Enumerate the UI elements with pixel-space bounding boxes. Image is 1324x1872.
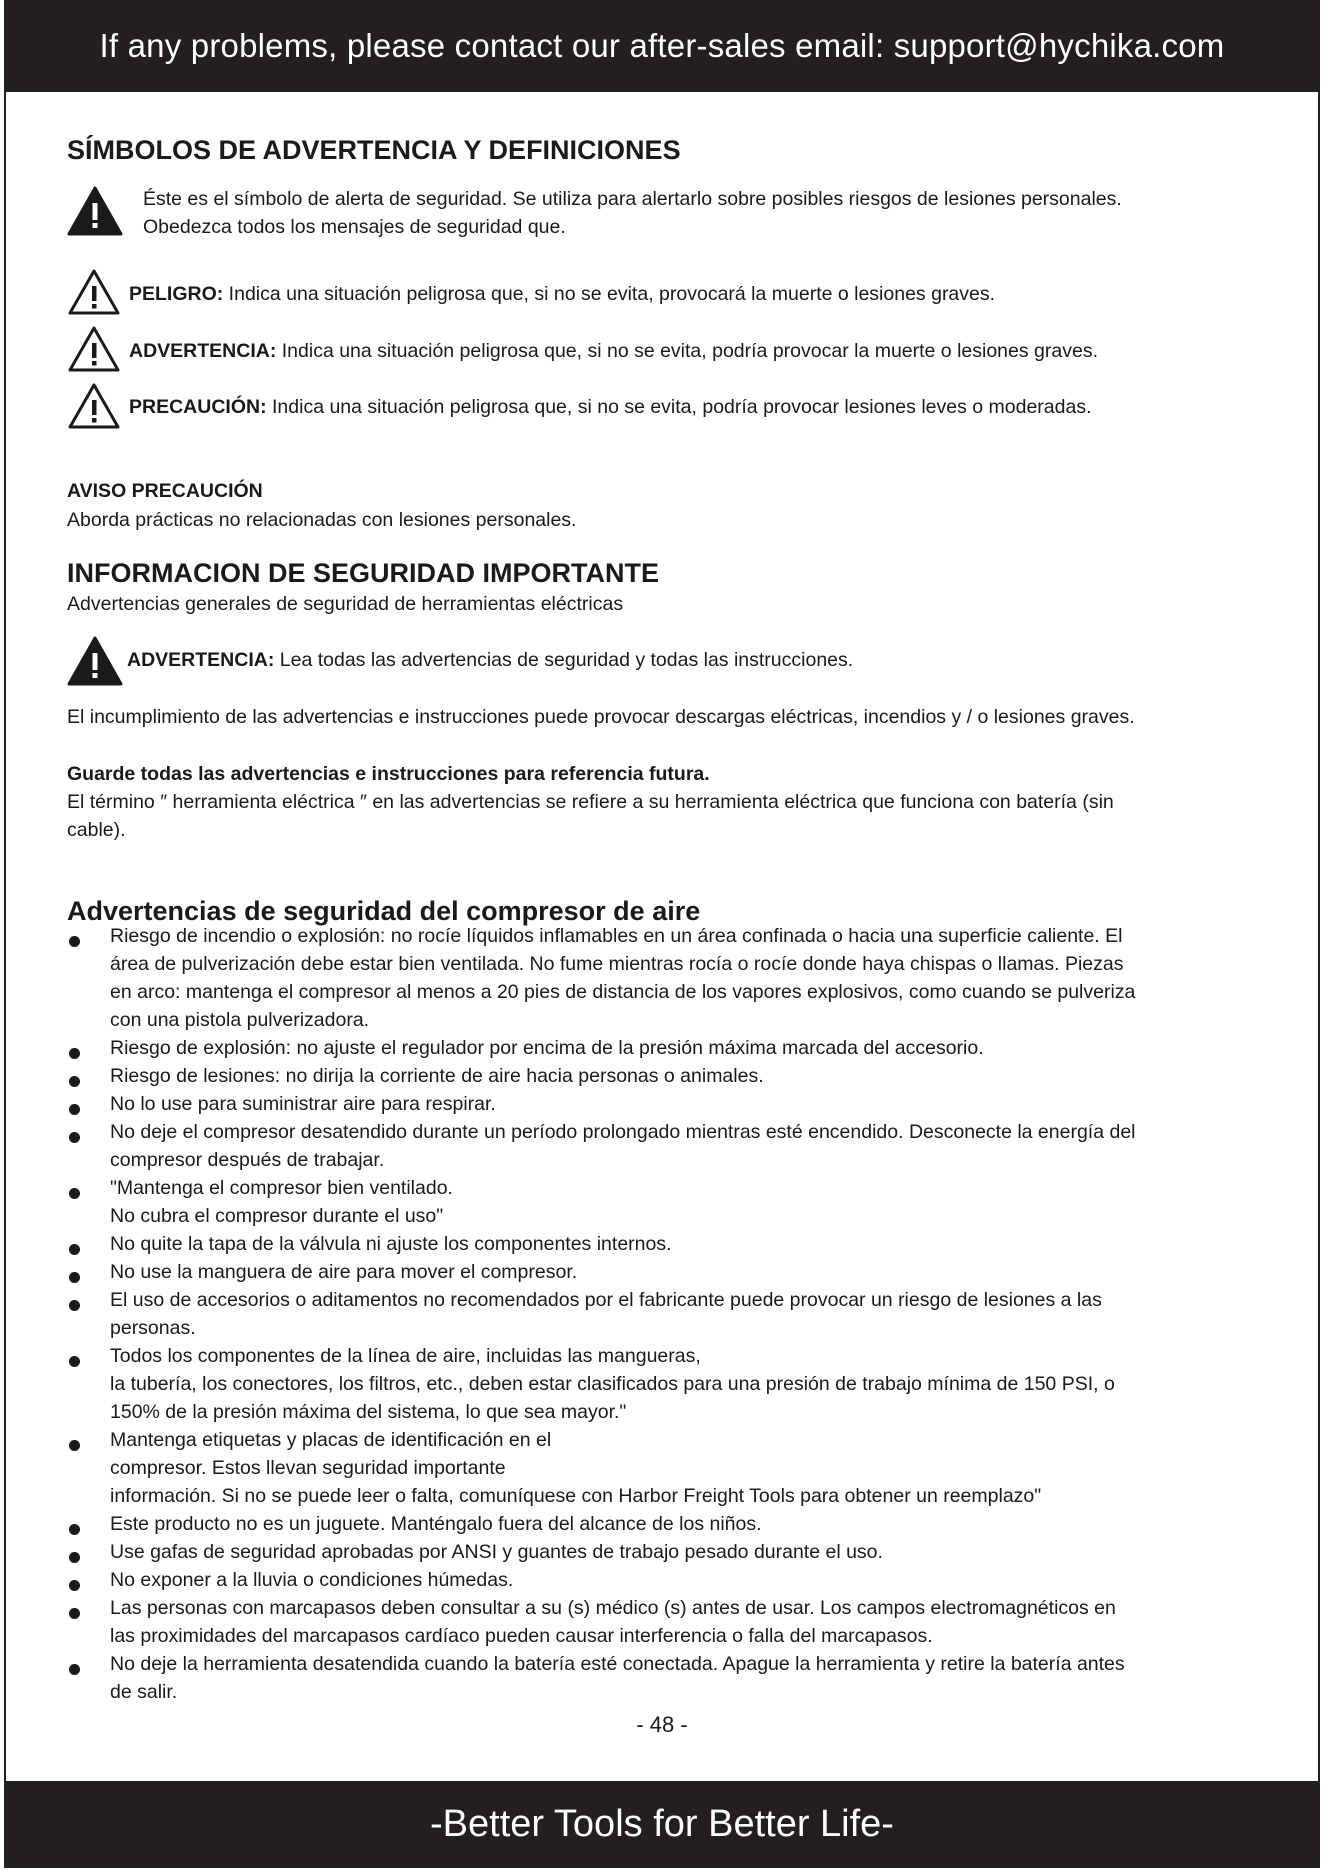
peligro-label: PELIGRO: xyxy=(129,283,224,305)
list-item-line: No lo use para suministrar aire para respirar. xyxy=(110,1093,496,1115)
header-bar xyxy=(4,0,1320,92)
list-item xyxy=(67,1566,1267,1594)
list-item-line: la tubería, los conectores, los filtros, etc., deben estar clasificados para una presión de trabajo mínima de 150 PSI, o xyxy=(110,1373,1115,1395)
bullet-icon xyxy=(69,1132,80,1143)
peligro-definition xyxy=(129,280,995,308)
aviso-text: Aborda prácticas no relacionadas con lesiones personales. xyxy=(67,509,577,531)
list-item-line: Todos los componentes de la línea de aire, incluidas las mangueras, xyxy=(110,1345,701,1367)
list-item-line: área de pulverización debe estar bien ventilada. No fume mientras rocía o rocíe donde haya chispas o llamas. Piezas xyxy=(110,953,1124,975)
list-item-line: No deje el compresor desatendido durante un período prolongado mientras esté encendido. Desconecte la energía del xyxy=(110,1121,1136,1143)
aviso-title: AVISO PRECAUCIÓN xyxy=(67,480,263,502)
advertencia-text: Indica una situación peligrosa que, si no se evita, podría provocar la muerte o lesiones graves. xyxy=(276,340,1098,362)
list-item-line: "Mantenga el compresor bien ventilado. xyxy=(110,1177,453,1199)
bullet-icon xyxy=(69,936,80,947)
list-item xyxy=(67,1286,1267,1342)
list-item xyxy=(67,1258,1267,1286)
bullet-icon xyxy=(69,1524,80,1535)
safety-info-title: INFORMACION DE SEGURIDAD IMPORTANTE xyxy=(67,558,659,588)
list-item xyxy=(67,1062,1267,1090)
list-item-line: No deje la herramienta desatendida cuando la batería esté conectada. Apague la herramienta y retire la batería antes xyxy=(110,1653,1125,1675)
list-item xyxy=(67,1230,1267,1258)
bullet-icon xyxy=(69,1244,80,1255)
list-item-line: en arco: mantenga el compresor al menos a 20 pies de distancia de los vapores explosivos, como cuando se pulveriza xyxy=(110,981,1136,1003)
advertencia-definition xyxy=(129,337,1098,365)
bullet-icon xyxy=(69,1552,80,1563)
header-text: If any problems, please contact our after-sales email: support@hychika.com xyxy=(99,27,1225,64)
list-item-line: El uso de accesorios o aditamentos no recomendados por el fabricante puede provocar un riesgo de lesiones a las xyxy=(110,1289,1102,1311)
list-item xyxy=(67,1510,1267,1538)
warning-outline-icon xyxy=(67,268,121,316)
list-item-line: 150% de la presión máxima del sistema, lo que sea mayor." xyxy=(110,1401,627,1423)
bullet-icon xyxy=(69,1608,80,1619)
list-item xyxy=(67,1034,1267,1062)
general-warning-label: ADVERTENCIA: xyxy=(127,649,275,671)
list-item xyxy=(67,1426,1267,1510)
compressor-warnings-list xyxy=(67,922,1267,1706)
alert-line-2: Obedezca todos los mensajes de seguridad que. xyxy=(143,216,566,238)
list-item xyxy=(67,1538,1267,1566)
bullet-icon xyxy=(69,1188,80,1199)
list-item-line: de salir. xyxy=(110,1681,178,1703)
list-item-line: No exponer a la lluvia o condiciones húmedas. xyxy=(110,1569,514,1591)
compressor-title: Advertencias de seguridad del compresor de aire xyxy=(67,896,701,926)
list-item xyxy=(67,1650,1267,1706)
bullet-icon xyxy=(69,1580,80,1591)
list-item-line: Riesgo de lesiones: no dirija la corriente de aire hacia personas o animales. xyxy=(110,1065,764,1087)
symbols-title: SÍMBOLOS DE ADVERTENCIA Y DEFINICIONES xyxy=(67,135,681,165)
list-item-line: compresor. Estos llevan seguridad importante xyxy=(110,1457,506,1479)
save-heading: Guarde todas las advertencias e instrucciones para referencia futura. xyxy=(67,763,710,785)
list-item-line: Este producto no es un juguete. Manténgalo fuera del alcance de los niños. xyxy=(110,1513,762,1535)
list-item-line: No quite la tapa de la válvula ni ajuste los componentes internos. xyxy=(110,1233,672,1255)
bullet-icon xyxy=(69,1300,80,1311)
list-item-line: las proximidades del marcapasos cardíaco pueden causar interferencia o falla del marcapasos. xyxy=(110,1625,933,1647)
general-warning xyxy=(127,646,853,674)
warning-solid-icon xyxy=(67,186,123,236)
list-item-line: Mantenga etiquetas y placas de identificación en el xyxy=(110,1429,552,1451)
noncompliance-text: El incumplimiento de las advertencias e instrucciones puede provocar descargas eléctricas, incendios y / o lesiones graves. xyxy=(67,706,1135,728)
footer-text: -Better Tools for Better Life- xyxy=(430,1803,894,1845)
precaucion-definition xyxy=(129,393,1092,421)
list-item xyxy=(67,1174,1267,1230)
safety-info-subtitle: Advertencias generales de seguridad de herramientas eléctricas xyxy=(67,593,624,615)
list-item-line: con una pistola pulverizadora. xyxy=(110,1009,370,1031)
list-item-line: información. Si no se puede leer o falta, comuníquese con Harbor Freight Tools para obtener un reemplazo" xyxy=(110,1485,1042,1507)
footer-bar xyxy=(4,1781,1320,1868)
list-item xyxy=(67,1342,1267,1426)
list-item-line: compresor después de trabajar. xyxy=(110,1149,385,1171)
bullet-icon xyxy=(69,1076,80,1087)
list-item-line: Riesgo de explosión: no ajuste el regulador por encima de la presión máxima marcada del accesorio. xyxy=(110,1037,984,1059)
precaucion-text: Indica una situación peligrosa que, si no se evita, podría provocar lesiones leves o moderadas. xyxy=(266,396,1092,418)
alert-line-1: Éste es el símbolo de alerta de seguridad. Se utiliza para alertarlo sobre posibles riesgos de lesiones personales. xyxy=(143,188,1122,210)
list-item xyxy=(67,1594,1267,1650)
list-item-line: No use la manguera de aire para mover el compresor. xyxy=(110,1261,578,1283)
general-warning-text: Lea todas las advertencias de seguridad y todas las instrucciones. xyxy=(274,649,854,671)
warning-solid-icon xyxy=(67,636,123,686)
peligro-text: Indica una situación peligrosa que, si no se evita, provocará la muerte o lesiones graves. xyxy=(223,283,996,305)
bullet-icon xyxy=(69,1272,80,1283)
list-item-line: personas. xyxy=(110,1317,196,1339)
page-number: - 48 - xyxy=(636,1712,688,1737)
bullet-icon xyxy=(69,1356,80,1367)
list-item xyxy=(67,1090,1267,1118)
list-item-line: Use gafas de seguridad aprobadas por ANSI y guantes de trabajo pesado durante el uso. xyxy=(110,1541,883,1563)
list-item-line: Riesgo de incendio o explosión: no rocíe líquidos inflamables en un área confinada o hacia una superficie caliente. El xyxy=(110,925,1123,947)
bullet-icon xyxy=(69,1104,80,1115)
bullet-icon xyxy=(69,1048,80,1059)
list-item xyxy=(67,1118,1267,1174)
list-item xyxy=(67,922,1267,1034)
bullet-icon xyxy=(69,1664,80,1675)
precaucion-label: PRECAUCIÓN: xyxy=(129,396,267,418)
warning-outline-icon xyxy=(67,382,121,430)
list-item-line: Las personas con marcapasos deben consultar a su (s) médico (s) antes de usar. Los campos electromagnéticos en xyxy=(110,1597,1116,1619)
term-line-2: cable). xyxy=(67,819,126,841)
term-line-1: El término ″ herramienta eléctrica ″ en las advertencias se refiere a su herramienta eléctrica que funciona con batería (sin xyxy=(67,791,1114,813)
warning-outline-icon xyxy=(67,325,121,373)
list-item-line: No cubra el compresor durante el uso" xyxy=(110,1205,444,1227)
bullet-icon xyxy=(69,1440,80,1451)
advertencia-label: ADVERTENCIA: xyxy=(129,340,277,362)
